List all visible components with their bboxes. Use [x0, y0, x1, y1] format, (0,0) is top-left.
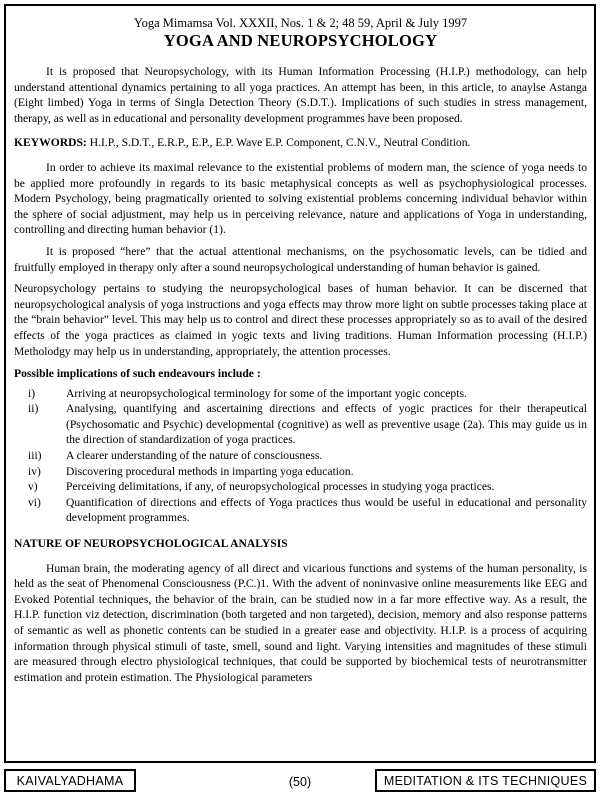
list-item: [14, 386, 587, 402]
section-heading: NATURE OF NEUROPSYCHOLOGICAL ANALYSIS: [14, 537, 288, 551]
body-paragraph-1: In order to achieve its maximal relevance to the existential problems of modern man, the science of yoga needs to be applied more profoundly in regards to its basic metaphysical concepts as well as psychophysiological processes. Modern Psychology, being pragmatically oriented to solving existential problems concerning individual behavior within the sphere of social adjustment, may help us in perceiving relevance, nature and applications of Yoga in understanding, controlling and directing human behavior (1).: [14, 160, 587, 237]
page-number: (50): [288, 775, 312, 789]
section-paragraph: Human brain, the moderating agency of all direct and vicarious functions and systems of the human personality, is held as the seat of Phenomenal Consciousness (P.C.)1. With the advent of noninvasive online measurements like EEG and Evoked Potential techniques, the behavior of the brain, can be studied now in a far more effective way. As a result, the H.I.P. function viz detection, discrimination (both targeted and non targeted), decision, memory and also response patterns of semantic as well as phonetic contents can be studied in a greater ease and objectivity. H.I.P. is a process of acquiring information through physical stimuli of taste, smell, sound and light. Varying intensities and magnitudes of these stimuli are measured through electro physiological techniques, that could be supported by biochemical tests of neurotransmitter estimation and protein estimation. The Physiological parameters: [14, 561, 587, 684]
list-item-text: Analysing, quantifying and ascertaining directions and effects of yogic practices for their therapeutical (Psychosomatic and Psychic) developmental (cognitive) as well as preventive usage (2a). This may guide us in the direction of standardization of yoga practices.: [66, 402, 587, 447]
implications-heading: Possible implications of such endeavours include :: [14, 367, 261, 381]
body-paragraph-3: Neuropsychology pertains to studying the neuropsychological bases of human behavior. It can be discerned that neuropsychological analysis of yoga instructions and yoga effects may throw more light on subtle processes taking place at the “brain behavior” level. This may help us to control and direct these processes appropriately so as to avail of the desired effects of the yoga practices as claimed in yogic texts and living traditions. Human Information processing (H.I.P.) Metholodgy may help us in understanding, appropriately, the attention processes.: [14, 282, 587, 358]
list-item: [14, 401, 587, 448]
body-paragraph-2: It is proposed “here” that the actual attentional mechanisms, on the psychosomatic levels, can be tidied and fruitfully employed in therapy only after a sound neuropsychological understanding of human behavior is gained.: [14, 244, 587, 274]
footer-publisher: KAIVALYADHAMA: [4, 769, 136, 792]
list-item-number: ii): [28, 402, 39, 416]
list-item: [14, 464, 587, 480]
list-item-number: iii): [28, 449, 42, 463]
list-item-text: A clearer understanding of the nature of consciousness.: [66, 449, 323, 463]
article-body: [14, 16, 587, 685]
list-item: [14, 495, 587, 526]
keywords-label: KEYWORDS:: [14, 136, 87, 150]
implications-list: [14, 386, 587, 526]
abstract-paragraph: It is proposed that Neuropsychology, with its Human Information Processing (H.I.P.) methodology, can help understand attentional dynamics pertaining to all yoga practices. An attempt has been, in this article, to anaylse Astanga (Eight limbed) Yoga in terms of Singla Detection Theory (S.D.T.). Implications of such studies in stress management, therapy, as well as in educational and personality development programmes have been proposed.: [14, 65, 587, 125]
list-item-text: Perceiving delimitations, if any, of neuropsychological processes in studying yoga practices.: [66, 480, 495, 494]
list-item: [14, 448, 587, 464]
list-item-text: Quantification of directions and effects of Yoga practices thus would be useful in educational and personality development programmes.: [66, 495, 587, 525]
journal-citation: Yoga Mimamsa Vol. XXXII, Nos. 1 & 2; 48 59, April & July 1997: [133, 16, 468, 30]
list-item: [14, 479, 587, 495]
list-item-number: iv): [28, 464, 41, 478]
keywords-text: H.I.P., S.D.T., E.R.P., E.P., E.P. Wave E.P. Component, C.N.V., Neutral Condition.: [86, 136, 471, 150]
list-item-number: i): [28, 386, 36, 400]
list-item-number: vi): [28, 495, 41, 509]
list-item-number: v): [28, 480, 38, 494]
keywords-line: [14, 135, 587, 151]
article-title: YOGA AND NEUROPSYCHOLOGY: [163, 31, 438, 50]
footer-section-title: MEDITATION & ITS TECHNIQUES: [375, 769, 596, 792]
list-item-text: Arriving at neuropsychological terminology for some of the important yogic concepts.: [66, 386, 467, 400]
list-item-text: Discovering procedural methods in imparting yoga education.: [66, 464, 354, 478]
